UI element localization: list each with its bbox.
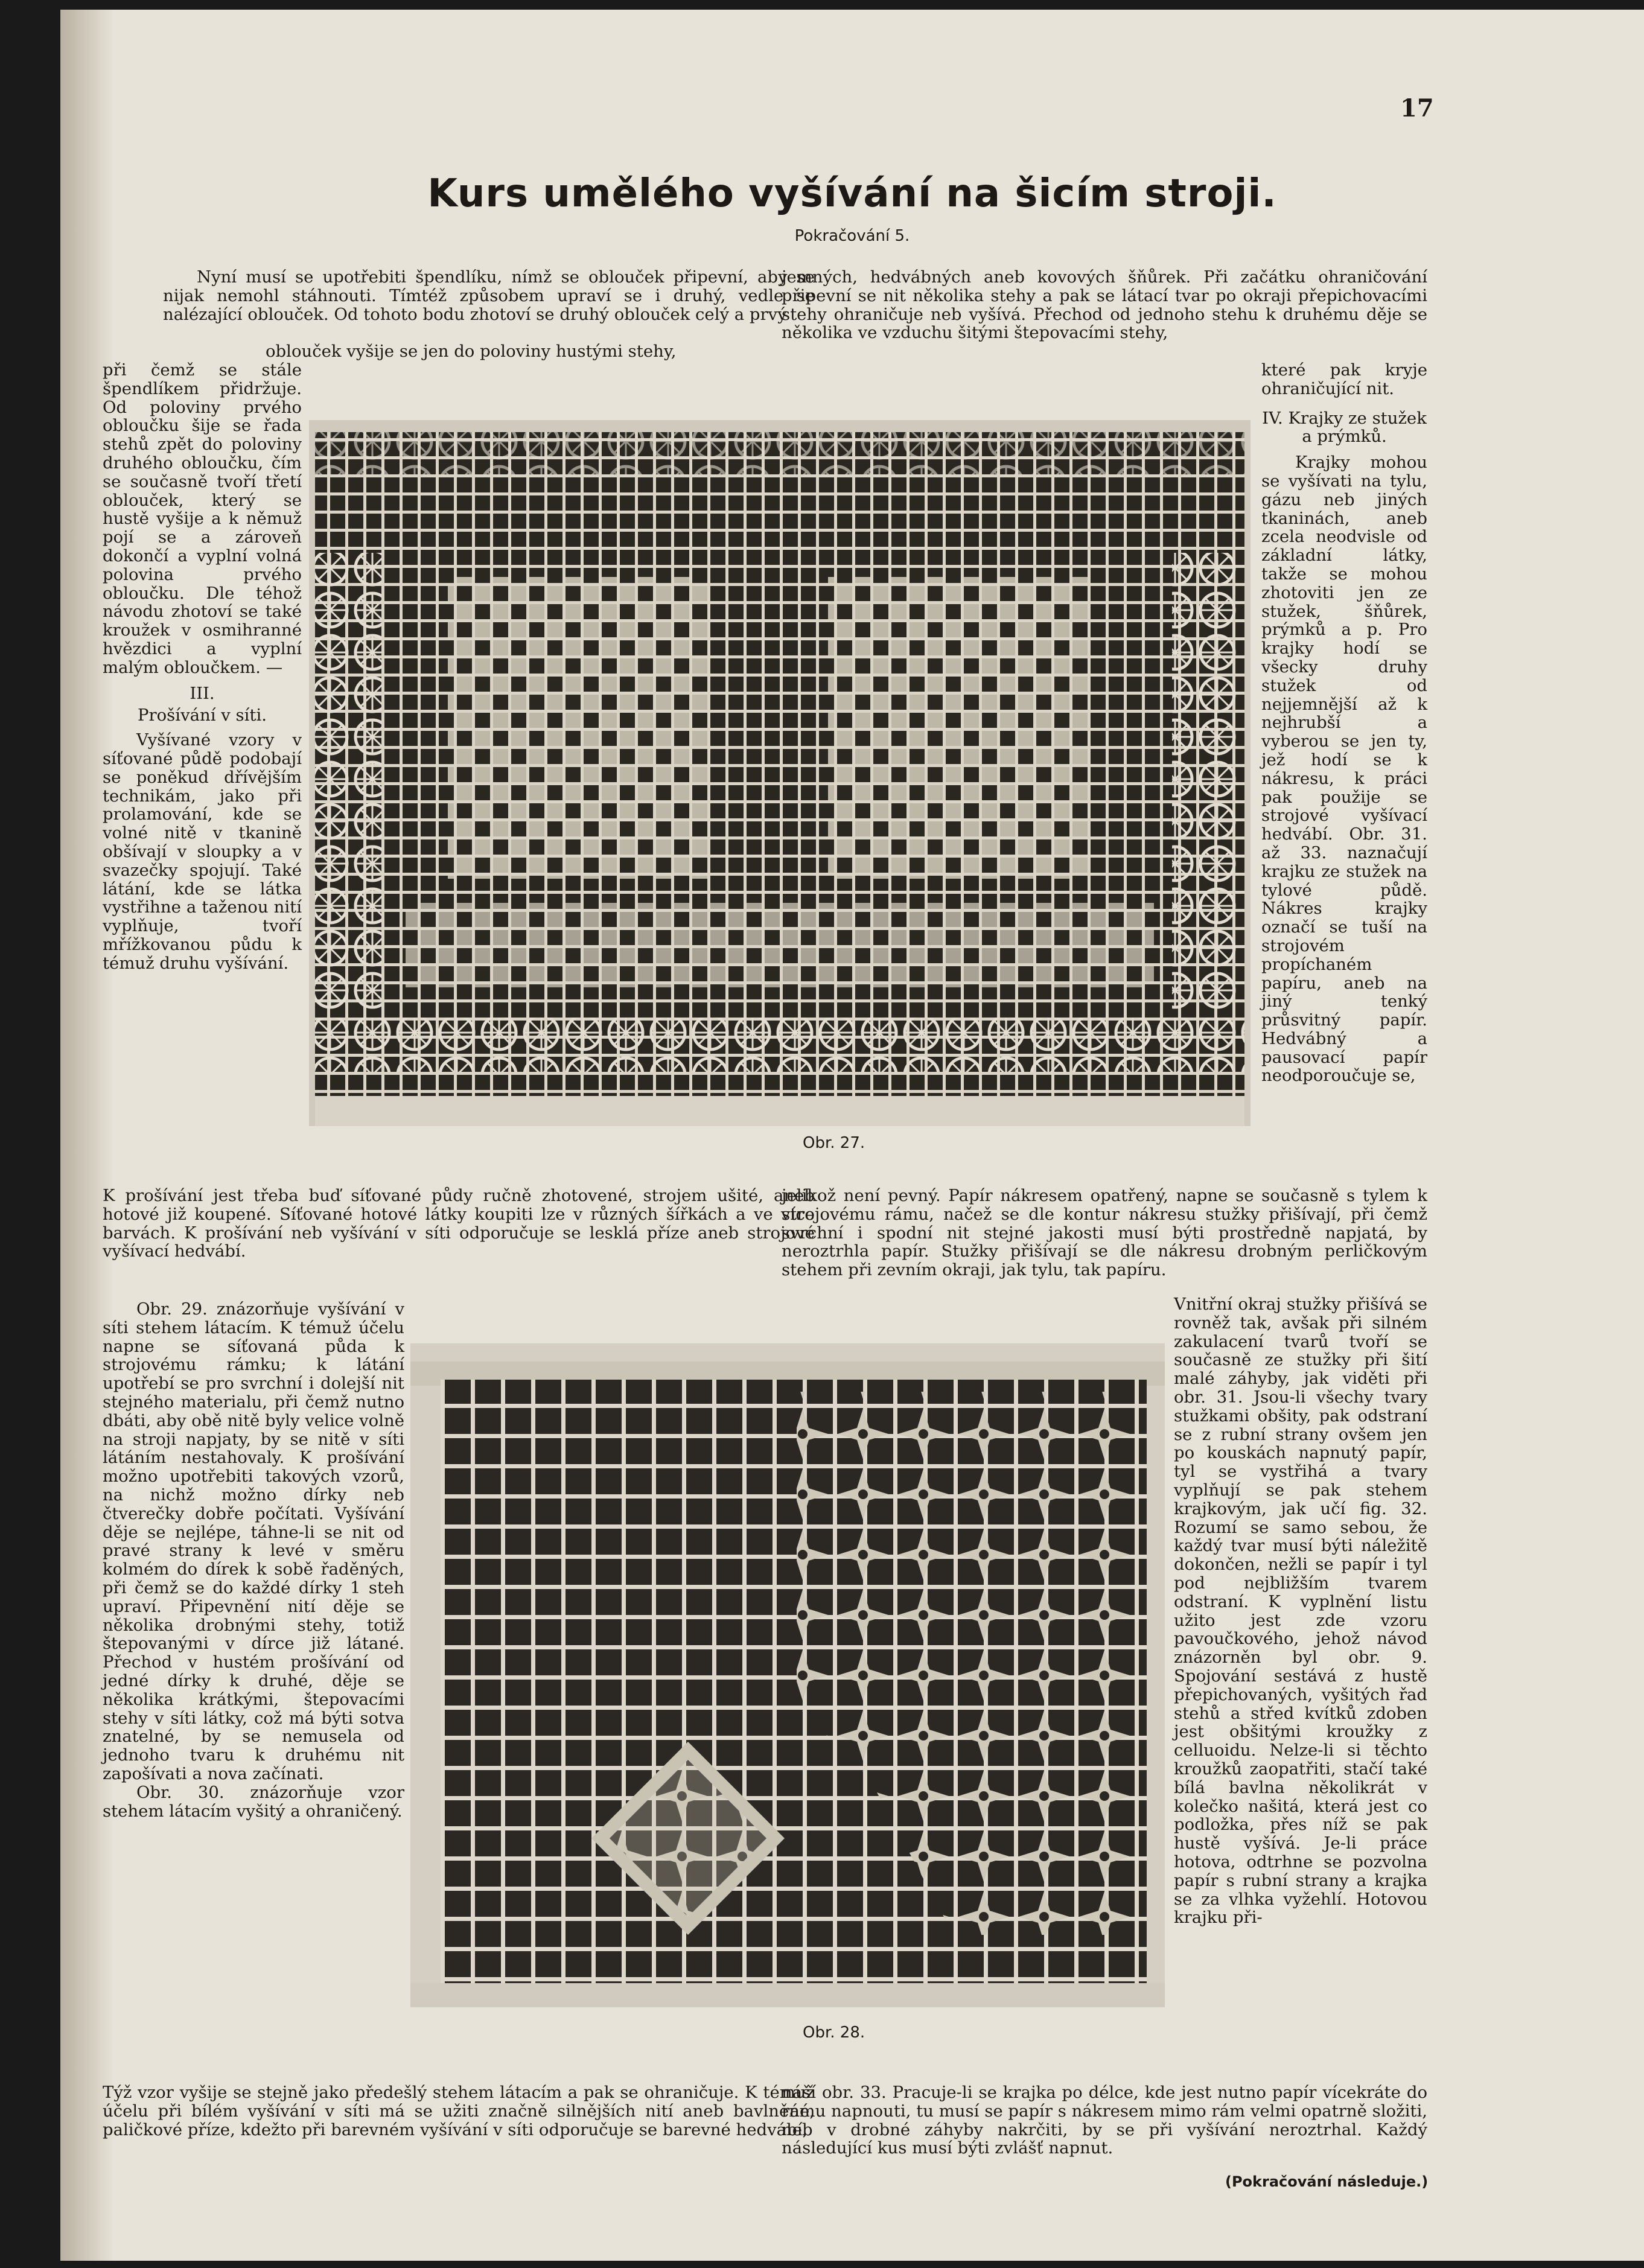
section-heading-prosivani: Prošívání v síti. — [137, 706, 267, 725]
page-spine-shadow — [60, 10, 115, 2261]
intro-paragraph-right — [782, 268, 1427, 342]
article-title: Kurs umělého vyšívání na šicím stroji. — [427, 171, 1277, 216]
lower-right-column — [1174, 1295, 1427, 1927]
bottom-paragraph-left — [103, 2083, 815, 2139]
right-column-paragraph-1: které pak kryje ohraničující nit. — [1261, 360, 1427, 398]
figure-28-photo — [410, 1343, 1165, 2007]
section-heading-iv: IV. Krajky ze stužek a prýmků. — [1262, 408, 1427, 447]
bottom-right-text: náší obr. 33. Pracuje-li se krajka po délce, kde jest nutno papír vícekráte do rámu napnouti, tu musí se papír s nákresem mimo rám velmi opatrně složiti, neb v drobné záhyby nakrčiti, by se při vyšívání neroztrhal. Každý následující kus musí býti zvlášť napnut. — [782, 2083, 1427, 2158]
bottom-paragraph-right — [782, 2083, 1427, 2158]
intro-paragraph-continued — [266, 342, 815, 361]
right-column-paragraph-2: Krajky mohou se vyšívati na tylu, gázu neb jiných tkaninách, aneb zcela neodvisle od základní látky, takže se mohou zhotoviti jen ze stužek, šňůrek, prýmků a p. Pro krajky hodí se všecky druhy stužek od nejjemnější až k nejhrubší a vyberou se jen ty, jež hodí se k nákresu, k práci pak použije se strojové vyšívací hedvábí. Obr. 31. až 33. naznačují krajku ze stužek na tylové půdě. Nákres krajky označí se tuší na strojovém propíchaném papíru, aneb na jiný tenký průsvitný papír. Hedvábný a pausovací papír neodporoučuje se, — [1261, 453, 1427, 1086]
lower-right-paragraph: Vnitřní okraj stužky přišívá se rovněž tak, avšak při silném zakulacení tvarů tvoří se současně ze stužky při šití malé záhyby, jak viděti při obr. 31. Jsou-li všechy tvary stužkami obšity, pak odstraní se z rubní strany ovšem jen po kouskách napnutý papír, tyl se vystřihá a tvary vyplňují se pak stehem krajkovým, jak učí fig. 32. Rozumí se samo sebou, že každý tvar musí býti náležitě dokončen, nežli se papír i tyl pod nejbližším tvarem odstraní. K vyplnění listu užito jest zde vzoru pavoučkového, jehož návod znázorněn byl obr. 9. Spojování sestává z hustě přepichovaných, vyšitých řad stehů a střed kvítků zdoben jest obšitými kroužky z celluoidu. Nelze-li si těchto kroužků zaopatřiti, stačí také bílá bavlna několikrát v kolečko našitá, která jest co podložka, přes níž se pak hustě vyšívá. Je-li práce hotova, odtrhne se pozvolna papír s rubní strany a krajka se za vlhka vyžehlí. Hotovou krajku při- — [1174, 1295, 1427, 1928]
bottom-left-text: Týž vzor vyšije se stejně jako předešlý stehem látacím a pak se ohraničuje. K témuž účelu při bílém vyšívání v síti má se užiti značně silnějších nití aneb bavlněné, paličkové příze, kdežto při barevném vyšívání v síti odporučuje se barevné hedvábí, — [103, 2083, 815, 2139]
figure-27-caption: Obr. 27. — [803, 1134, 865, 1152]
left-column-paragraph: při čemž se stále špendlíkem přidržuje. Od poloviny prvého obloučku šije se řada stehů zpět do poloviny druhého obloučku, čím se současně tvoří třetí oblouček, který se hustě vyšije a k němuž pojí se a zároveň dokončí a vyplní volná polovina prvého obloučku. Dle téhož návodu zhotoví se také kroužek v osmihranné hvězdici a vyplní malým obloučkem. — — [103, 360, 302, 677]
magazine-page — [60, 10, 1644, 2261]
intro-paragraph-left — [163, 268, 815, 323]
intro-right-text: jemných, hedvábných aneb kovových šňůrek. Při začátku ohraničování připevní se nit několika stehy a pak se látací tvar po okraji přepichovacími stehy ohraničuje neb vyšívá. Přechod od jednoho stehu k druhému děje se několika ve vzduchu šitými štepovacími stehy, — [782, 267, 1427, 343]
middle-paragraph-right — [782, 1187, 1427, 1279]
intro-text-continued: oblouček vyšije se jen do poloviny hustými stehy, — [266, 342, 677, 361]
left-column-text — [103, 361, 302, 973]
figure-28-caption: Obr. 28. — [803, 2024, 865, 2042]
left-column-paragraph-2: Vyšívané vzory v síťované půdě podobají se poněkud dřívějším technikám, jako při prolamování, kde se volné nitě v tkanině obšívají v sloupky a v svazečky spojují. Také látání, kde se látka vystřihne a taženou nití vyplňuje, tvoří mřížkovanou půdu k témuž druhu vyšívání. — [103, 730, 302, 973]
middle-right-text: jelikož není pevný. Papír nákresem opatřený, napne se současně s tylem k strojovému rámu, načež se dle kontur nákresu stužky přišívají, při čemž svrchní i spodní nit stejné jakosti musí býti prostředně napjatá, by neroztrhla papír. Stužky přišívají se dle nákresu drobným perličkovým stehem při zevním okraji, jak tylu, tak papíru. — [782, 1186, 1427, 1280]
article-subtitle: Pokračování 5. — [794, 227, 910, 245]
continued-note: (Pokračování následuje.) — [1225, 2173, 1429, 2190]
middle-left-text: K prošívání jest třeba buď síťované půdy ručně zhotovené, strojem ušité, aneb hotové již koupené. Síťované hotové látky koupiti lze v různých šířkách a ve více barvách. K prošívání neb vyšívání v síti odporučuje se lesklá příze aneb strojové vyšívací hedvábí. — [103, 1186, 815, 1261]
page-number: 17 — [1400, 94, 1434, 123]
middle-paragraph-left — [103, 1187, 815, 1261]
lower-left-column — [103, 1300, 404, 1820]
right-column-text — [1261, 361, 1427, 1085]
intro-text: Nyní musí se upotřebiti špendlíku, nímž se oblouček připevní, aby se nijak nemohl stáhnouti. Tímtéž způsobem upraví se i druhý, vedle se nalézající oblouček. Od tohoto bodu zhotoví se druhý oblouček celý a prvý — [163, 267, 815, 324]
lower-left-paragraph-2: Obr. 30. znázorňuje vzor stehem látacím vyšitý a ohraničený. — [103, 1782, 404, 1821]
figure-27-photo — [309, 420, 1251, 1126]
lower-left-paragraph: Obr. 29. znázorňuje vyšívání v síti stehem látacím. K témuž účelu napne se síťovaná půda k strojovému rámku; k látání upotřebí se pro svrchní i dolejší nit stejného materialu, při čemž nutno dbáti, aby obě nitě byly velice volně na stroji napjaty, by se nitě v síti látáním nestahovaly. K prošívání možno upotřebiti takových vzorů, na nichž možno dírky neb čtverečky dobře počítati. Vyšívání děje se nejlépe, táhne-li se nit od pravé strany k levé v směru kolmém do dírek k sobě řaděných, při čemž se do každé dírky 1 steh upraví. Připevnění nití děje se několika drobnými stehy, totiž štepovanými v dírce již látané. Přechod v hustém prošívání od jedné dírky k druhé, děje se několika krátkými, štepovacími stehy v síti látky, což má býti sotva znatelné, by se nemusela od jednoho tvaru k druhému nit zapošívati a nova začínati. — [103, 1299, 404, 1783]
section-heading-iii: III. — [190, 683, 215, 703]
